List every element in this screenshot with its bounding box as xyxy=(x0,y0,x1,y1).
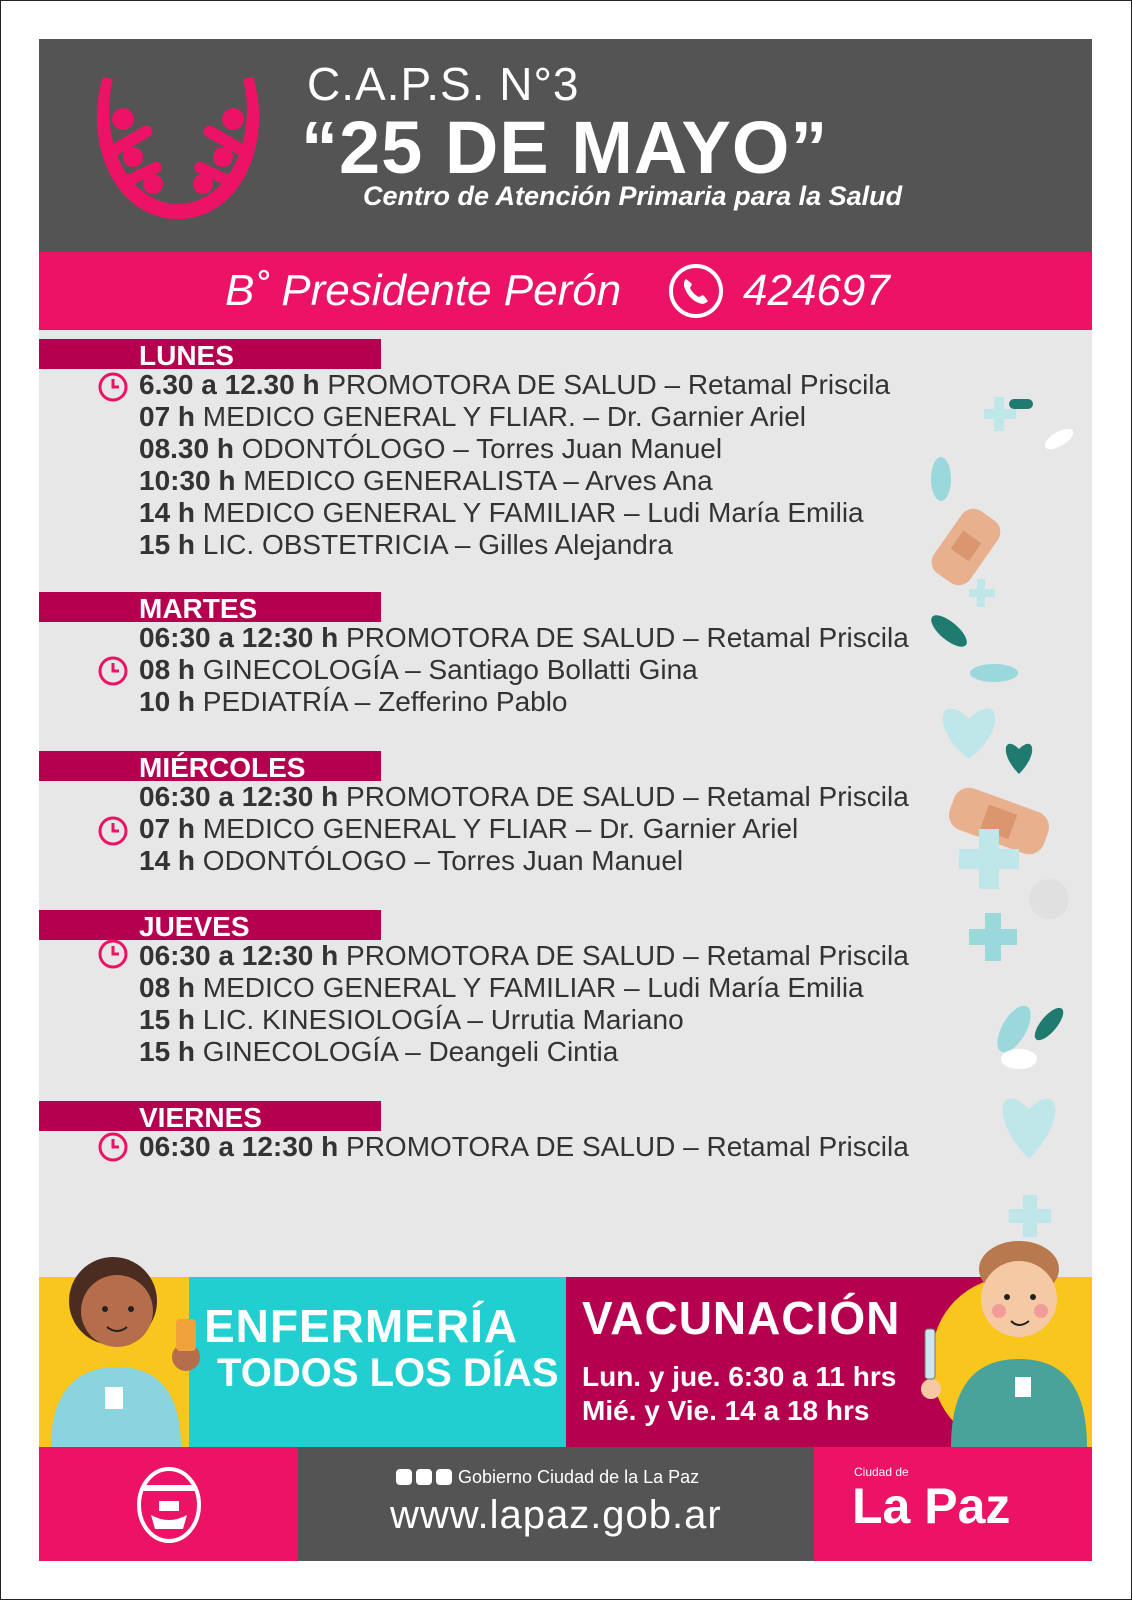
center-subtitle: Centro de Atención Primaria para la Salud xyxy=(363,181,903,211)
contact-band xyxy=(39,252,1092,330)
day-header-viernes xyxy=(39,1101,381,1131)
day-header-martes xyxy=(39,592,381,622)
brand-small-label: Ciudad de xyxy=(854,1465,909,1479)
schedule-row: 6.30 a 12.30 h PROMOTORA DE SALUD – Retamal Priscila xyxy=(139,369,891,400)
enfermeria-panel xyxy=(39,1277,566,1447)
schedule-row: 06:30 a 12:30 h PROMOTORA DE SALUD – Retamal Priscila xyxy=(139,622,909,653)
schedule-row: 14 h MEDICO GENERAL Y FAMILIAR – Ludi María Emilia xyxy=(139,497,864,528)
schedule-row: 15 h LIC. OBSTETRICIA – Gilles Alejandra xyxy=(139,529,673,560)
clock-icon xyxy=(97,815,129,847)
poster xyxy=(39,39,1092,1561)
la-paz-logo: La Paz xyxy=(852,1478,1011,1534)
x-icon xyxy=(436,1469,452,1485)
social-icons xyxy=(396,1469,452,1487)
day-label: VIERNES xyxy=(139,1102,262,1133)
schedule-row: 08 h MEDICO GENERAL Y FAMILIAR – Ludi María Emilia xyxy=(139,972,864,1003)
city-seal-icon xyxy=(129,1455,209,1551)
footer-left xyxy=(39,1447,298,1561)
schedule-row: 07 h MEDICO GENERAL Y FLIAR – Dr. Garnier Ariel xyxy=(139,813,799,844)
caps-number: C.A.P.S. N°3 xyxy=(307,58,580,110)
website-link[interactable]: www.lapaz.gob.ar xyxy=(390,1493,722,1537)
day-label: MIÉRCOLES xyxy=(139,752,306,783)
day-header-lunes xyxy=(39,339,381,369)
vacunacion-hours-2: Mié. y Vie. 14 a 18 hrs xyxy=(582,1395,870,1426)
footer xyxy=(39,1447,1092,1561)
schedule-row: 14 h ODONTÓLOGO – Torres Juan Manuel xyxy=(139,845,684,876)
clock-icon xyxy=(97,371,129,403)
footer-right xyxy=(814,1447,1092,1561)
clock-icon xyxy=(97,1131,129,1163)
schedule-row: 06:30 a 12:30 h PROMOTORA DE SALUD – Retamal Priscila xyxy=(139,781,909,812)
vacunacion-panel xyxy=(566,1277,1092,1447)
schedule-row: 08 h GINECOLOGÍA – Santiago Bollatti Gina xyxy=(139,654,698,685)
health-decoration-icon xyxy=(909,369,1092,1269)
government-label: Gobierno Ciudad de la La Paz xyxy=(458,1467,700,1487)
schedule-row: 15 h GINECOLOGÍA – Deangeli Cintia xyxy=(139,1036,619,1067)
schedule-row: 06:30 a 12:30 h PROMOTORA DE SALUD – Retamal Priscila xyxy=(139,1131,909,1162)
schedule-row: 07 h MEDICO GENERAL Y FLIAR. – Dr. Garnier Ariel xyxy=(139,401,807,432)
barrio-name: B˚ Presidente Perón xyxy=(225,266,622,315)
caps-logo-icon xyxy=(83,69,273,229)
center-name: “25 DE MAYO” xyxy=(301,106,829,189)
schedule-row: 10 h PEDIATRÍA – Zefferino Pablo xyxy=(139,686,568,717)
enfermeria-title: ENFERMERÍA xyxy=(204,1300,519,1352)
instagram-icon xyxy=(416,1469,432,1485)
clock-icon xyxy=(97,938,129,970)
enfermeria-subtitle: TODOS LOS DÍAS xyxy=(217,1351,559,1395)
phone-icon xyxy=(667,262,725,320)
day-header-miercoles xyxy=(39,751,381,781)
schedule-row: 15 h LIC. KINESIOLOGÍA – Urrutia Mariano xyxy=(139,1004,684,1035)
day-label: JUEVES xyxy=(139,911,250,942)
doctor-illustration-icon xyxy=(911,1229,1092,1447)
schedule-row: 06:30 a 12:30 h PROMOTORA DE SALUD – Retamal Priscila xyxy=(139,940,909,971)
schedule-row: 10:30 h MEDICO GENERALISTA – Arves Ana xyxy=(139,465,713,496)
nurse-illustration-icon xyxy=(41,1227,211,1447)
clock-icon xyxy=(97,655,129,687)
phone-number: 424697 xyxy=(743,266,890,315)
vacunacion-title: VACUNACIÓN xyxy=(582,1292,901,1344)
schedule-row: 08.30 h ODONTÓLOGO – Torres Juan Manuel xyxy=(139,433,723,464)
header xyxy=(39,39,1092,252)
vacunacion-hours-1: Lun. y jue. 6:30 a 11 hrs xyxy=(582,1361,897,1392)
day-label: LUNES xyxy=(139,340,234,371)
day-label: MARTES xyxy=(139,593,258,624)
footer-middle xyxy=(298,1447,814,1561)
facebook-icon xyxy=(396,1469,412,1485)
services-section xyxy=(39,1277,1092,1447)
day-header-jueves xyxy=(39,910,381,940)
